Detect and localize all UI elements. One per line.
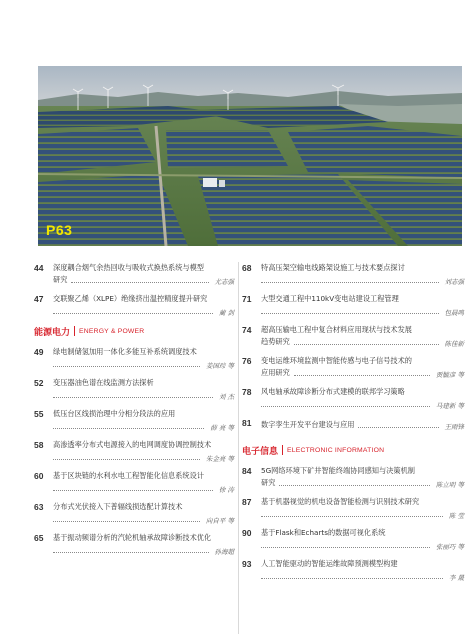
toc-entry[interactable] (242, 386, 464, 410)
article-title-continued: 研究 (261, 478, 276, 487)
leader-dots (261, 547, 430, 548)
leader-dots (294, 344, 439, 345)
article-author: 薛 亮 等 (210, 424, 234, 432)
leader-dots (71, 282, 208, 283)
toc-right-column (242, 262, 464, 589)
article-author: 王雨锋 (444, 423, 464, 431)
section-header-electronic-information (242, 443, 464, 457)
article-author: 刘 杰 (218, 393, 234, 401)
article-title: 高渗透率分布式电源接入的电网调度协调控制技术 (53, 440, 212, 449)
article-author: 马建新 等 (435, 402, 464, 410)
article-title: 特高压架空输电线路架设施工与技术要点探讨 (261, 263, 405, 272)
article-title: 变电运维环境监测中智能传感与电子信号技术的 (261, 356, 412, 365)
article-title: 超高压输电工程中复合材料应用现状与技术发展 (261, 325, 412, 334)
article-title: 变压器油色谱在线监测方法探析 (53, 378, 154, 387)
article-title: 分布式光伏接入下普辐线损选配计算技术 (53, 502, 183, 511)
article-title: 基于Flask和Echarts的数据可视化系统 (261, 528, 386, 537)
page-number: 63 (34, 502, 44, 512)
page-number: 71 (242, 294, 252, 304)
toc-entry[interactable] (242, 293, 464, 317)
article-title: 数字孪生开发平台建设与应用 (261, 420, 355, 429)
article-author: 刘志强 (444, 278, 464, 286)
toc-entry[interactable] (242, 262, 464, 286)
page-number: 81 (242, 418, 252, 428)
article-title: 基于区块链的水利水电工程智能化信息系统设计 (53, 471, 204, 480)
article-author: 陈立明 等 (435, 481, 464, 489)
leader-dots (53, 490, 213, 491)
leader-dots (279, 485, 430, 486)
leader-dots (261, 578, 443, 579)
page-number: 47 (34, 294, 44, 304)
leader-dots (53, 428, 204, 429)
page-number: 76 (242, 356, 252, 366)
page-label: P63 (46, 222, 73, 238)
section-divider-bar (282, 445, 283, 455)
toc-entry[interactable] (34, 293, 234, 317)
article-title: 风电轴承故障诊断分布式建模的联邦学习策略 (261, 387, 405, 396)
toc-entry[interactable] (242, 465, 464, 489)
cover-photo-solar-farm (38, 66, 462, 246)
leader-dots (261, 516, 443, 517)
toc-entry[interactable] (34, 346, 234, 370)
page-number: 58 (34, 440, 44, 450)
section-divider-bar (74, 326, 75, 336)
toc-entry[interactable] (34, 377, 234, 401)
section-title-cn: 电子信息 (242, 446, 279, 457)
leader-dots (358, 427, 438, 428)
article-author: 贾毓彦 等 (435, 371, 464, 379)
page-number: 87 (242, 497, 252, 507)
article-author: 包晨鸣 (444, 309, 464, 317)
article-author: 蔺 剑 (218, 309, 234, 317)
page-number: 93 (242, 559, 252, 569)
page-number: 65 (34, 533, 44, 543)
article-title: 低压台区线损治理中分相分段法的应用 (53, 409, 176, 418)
toc-entry[interactable] (242, 496, 464, 520)
article-title: 绿电制储氢加用一体化多能互补系统调度技术 (53, 347, 197, 356)
article-title: 交联聚乙烯（XLPE）绝缘挤出温控精度提升研究 (53, 294, 208, 303)
page-number: 55 (34, 409, 44, 419)
article-author: 向自平 等 (205, 517, 234, 525)
article-author: 朱金亮 等 (205, 455, 234, 463)
article-title-continued: 研究 (53, 275, 68, 284)
page-number: 68 (242, 263, 252, 273)
toc-entry[interactable] (34, 470, 234, 494)
section-header-energy-power (34, 324, 234, 338)
leader-dots (53, 397, 213, 398)
section-title-en: ENERGY & POWER (79, 327, 145, 335)
leader-dots (53, 313, 213, 314)
toc-entry[interactable] (242, 324, 464, 348)
article-author: 尤志强 (214, 278, 234, 286)
leader-dots (261, 282, 439, 283)
article-author: 徐 涛 (218, 486, 234, 494)
article-title: 大型交通工程中110kV变电站建设工程管理 (261, 294, 399, 303)
page-number: 90 (242, 528, 252, 538)
toc-entry[interactable] (34, 439, 234, 463)
toc-entry[interactable] (34, 532, 234, 556)
page-number: 74 (242, 325, 252, 335)
column-divider (238, 262, 239, 634)
toc-entry[interactable] (242, 527, 464, 551)
page-number: 49 (34, 347, 44, 357)
page-number: 52 (34, 378, 44, 388)
article-author: 孙海超 (214, 548, 234, 556)
solar-farm-illustration (38, 66, 462, 246)
toc-left-column (34, 262, 234, 563)
article-title: 基于机器视觉的机电设备智能检测与识别技术研究 (261, 497, 420, 506)
leader-dots (53, 366, 200, 367)
section-title-cn: 能源电力 (34, 327, 71, 338)
article-author: 李 晟 (448, 574, 464, 582)
article-title-continued: 应用研究 (261, 368, 290, 377)
leader-dots (261, 406, 430, 407)
article-title-continued: 趋势研究 (261, 337, 290, 346)
toc-entry[interactable] (34, 501, 234, 525)
article-title: 5G网络环境下矿井智能终端协同感知与决策机制 (261, 466, 415, 475)
leader-dots (53, 459, 200, 460)
article-author: 张丽巧 等 (435, 543, 464, 551)
toc-entry[interactable] (242, 355, 464, 379)
leader-dots (53, 552, 209, 553)
article-author: 姜国琮 等 (205, 362, 234, 370)
leader-dots (294, 375, 430, 376)
leader-dots (261, 313, 439, 314)
article-author: 陈 莹 (448, 512, 464, 520)
toc-entry[interactable] (34, 408, 234, 432)
toc-entry[interactable] (242, 417, 464, 431)
article-author: 陈佳新 (444, 340, 464, 348)
page-number: 84 (242, 466, 252, 476)
toc-entry[interactable] (242, 558, 464, 582)
article-title: 深度耦合烟气余热回收与吸收式换热系统与模型 (53, 263, 204, 272)
page-number: 60 (34, 471, 44, 481)
leader-dots (53, 521, 200, 522)
page-number: 78 (242, 387, 252, 397)
article-title: 人工智能驱动的智能运维故障预测模型构建 (261, 559, 398, 568)
page-number: 44 (34, 263, 44, 273)
toc-entry[interactable] (34, 262, 234, 286)
section-title-en: ELECTRONIC INFORMATION (287, 446, 385, 454)
article-title: 基于振动频谱分析的汽轮机轴承故障诊断技术优化 (53, 533, 212, 542)
